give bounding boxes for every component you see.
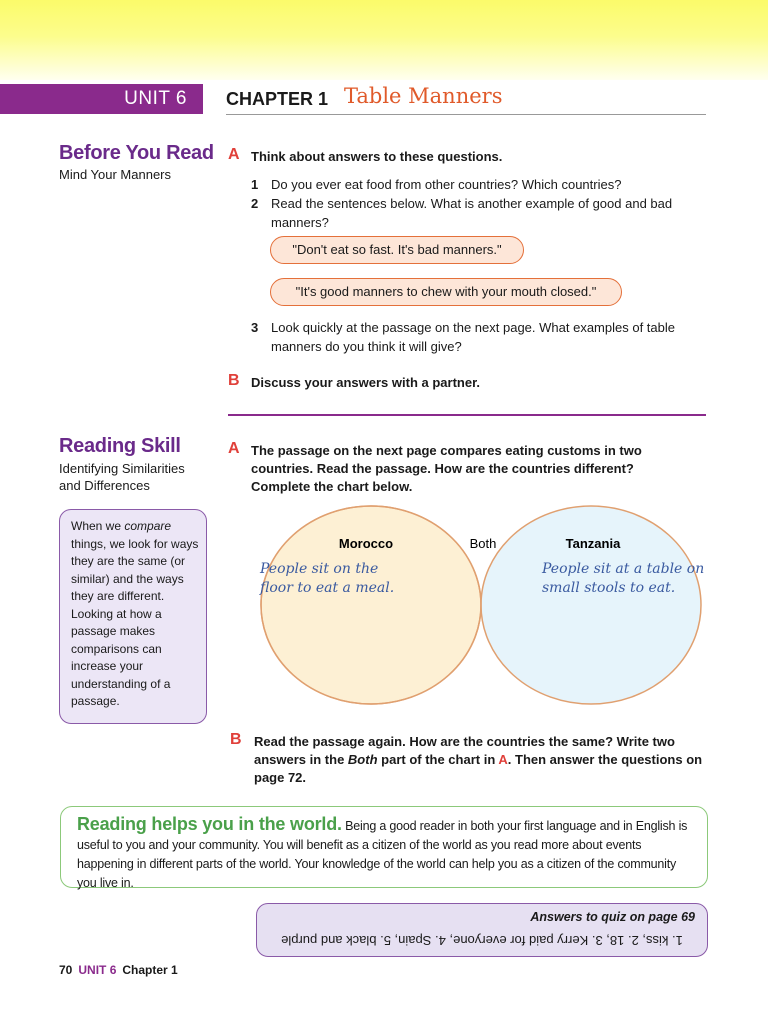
section-b-instruction: Discuss your answers with a partner. xyxy=(251,375,481,390)
section-a-letter: A xyxy=(228,146,240,163)
morocco-note-line-1: People sit on the xyxy=(260,561,379,577)
quiz-answers-box xyxy=(256,903,708,957)
footer-chapter: Chapter 1 xyxy=(122,963,178,977)
reading-skill-heading: Reading Skill xyxy=(59,435,181,457)
unit-banner xyxy=(0,84,203,114)
footer-unit: UNIT 6 xyxy=(78,963,117,977)
tanzania-label: Tanzania xyxy=(565,536,621,551)
example-bubble-good-manners: "It's good manners to chew with your mouth closed." xyxy=(270,278,622,306)
compare-tip-box xyxy=(59,509,207,724)
reading-skill-b-letter: B xyxy=(230,731,242,748)
section-divider xyxy=(228,414,706,416)
compare-emphasis: compare xyxy=(124,519,172,533)
morocco-note-line-2: floor to eat a meal. xyxy=(260,580,395,596)
chapter-title: Table Manners xyxy=(344,84,503,108)
quiz-answers-heading: Answers to quiz on page 69 xyxy=(530,910,695,924)
reading-helps-heading: Reading helps you in the world. xyxy=(77,814,342,834)
reading-skill-a-instruction: The passage on the next page compares eating customs in two countries. Read the passage. How are the countries different? Complete the chart below. xyxy=(251,443,642,494)
section-a-instruction: Think about answers to these questions. xyxy=(251,149,503,164)
chapter-label: CHAPTER 1 xyxy=(226,89,329,109)
before-you-read-subheading: Mind Your Manners xyxy=(59,167,172,182)
morocco-label: Morocco xyxy=(338,536,394,551)
question-3-number: 3 xyxy=(251,320,259,335)
top-color-band xyxy=(0,0,768,80)
question-1-text: Do you ever eat food from other countries? Which countries? xyxy=(271,177,622,192)
reading-skill-subheading: Identifying Similarities and Differences xyxy=(59,461,185,493)
quiz-answers-upside-down: 1. kiss, 2. 18, 3. Kerry paid for everyone, 4. Spain, 5. black and purple xyxy=(281,933,683,948)
tanzania-note-line-1: People sit at a table on xyxy=(542,561,705,577)
both-emphasis: Both xyxy=(347,752,378,767)
before-you-read-heading: Before You Read xyxy=(59,142,214,164)
question-1-number: 1 xyxy=(251,177,259,192)
reading-skill-a-letter: A xyxy=(228,440,240,457)
reading-helps-text: Reading helps you in the world. Being a good reader in both your first language and in English is useful to you and your community. You will benefit as a citizen of the world as you read more about events happening in different parts of the world. Your knowledge of the world can help you as a citizen of the community you live in. xyxy=(77,814,688,890)
section-b-letter: B xyxy=(228,372,240,389)
page-footer xyxy=(59,963,178,977)
reading-skill-b-instruction: Read the passage again. How are the countries the same? Write two answers in the Both part of the chart in A. Then answer the questions on page 72. xyxy=(254,734,703,785)
venn-diagram xyxy=(256,503,706,708)
both-label: Both xyxy=(469,536,497,551)
page-number: 70 xyxy=(59,963,73,977)
reading-helps-box xyxy=(60,806,708,888)
tanzania-note-line-2: small stools to eat. xyxy=(542,580,676,596)
section-a-reference: A xyxy=(498,752,508,767)
question-2-text: Read the sentences below. What is another example of good and bad manners? xyxy=(271,196,673,230)
chapter-header xyxy=(226,84,706,115)
unit-label: UNIT 6 xyxy=(124,88,187,109)
compare-tip-text: When we compare things, we look for ways they are the same (or similar) and the ways they are different. Looking at how a passage makes comparisons can increase your understanding of a passage. xyxy=(71,519,199,708)
question-2-number: 2 xyxy=(251,196,259,211)
question-3-text: Look quickly at the passage on the next page. What examples of table manners do you think it will give? xyxy=(271,320,675,354)
example-bubble-bad-manners: "Don't eat so fast. It's bad manners." xyxy=(270,236,524,264)
